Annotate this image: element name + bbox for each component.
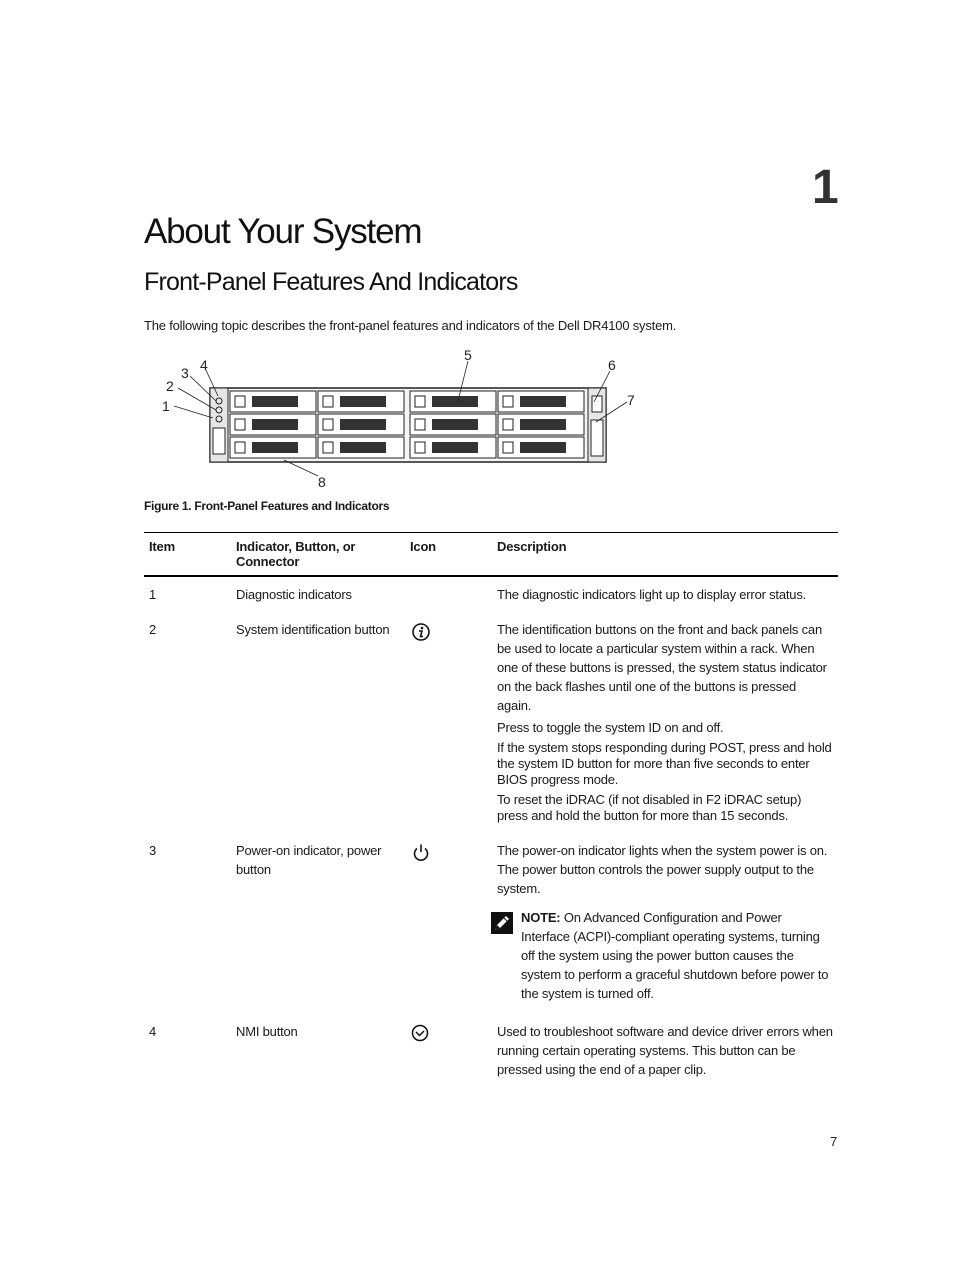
- note-text-block: [521, 908, 833, 1003]
- nmi-icon: [410, 1023, 430, 1043]
- column-header: Description: [492, 533, 838, 577]
- item-description: [492, 833, 838, 1008]
- description-paragraph: The power-on indicator lights when the system power is on. The power button controls the power supply output to the system.: [497, 843, 828, 896]
- chapter-number: 1: [812, 161, 838, 214]
- figure-caption: Figure 1. Front-Panel Features and Indicators: [144, 499, 390, 513]
- page-title: About Your System: [144, 212, 422, 251]
- figure-callout: 7: [627, 392, 635, 408]
- figure-callout: 4: [200, 357, 208, 373]
- description-paragraph: The identification buttons on the front and back panels can be used to locate a particular system within a rack. When one of these buttons is pressed, the system status indicator on the back flashes until one of the buttons is pressed again.: [497, 622, 827, 713]
- note-label: NOTE:: [521, 910, 561, 925]
- front-panel-figure: [144, 346, 644, 496]
- power-icon: [410, 842, 432, 864]
- figure-callout: 6: [608, 357, 616, 373]
- item-name: Diagnostic indicators: [236, 587, 352, 602]
- front-panel-illustration: [144, 346, 644, 496]
- item-name: Power-on indicator, power button: [236, 843, 382, 877]
- icon-cell: [405, 833, 492, 1008]
- page-number: 7: [830, 1134, 838, 1149]
- item-name: NMI button: [236, 1024, 298, 1039]
- table-row: [144, 1008, 838, 1087]
- figure-callout: 5: [464, 347, 472, 363]
- column-header: Item: [144, 533, 231, 577]
- item-description: [492, 1008, 838, 1087]
- item-number: 3: [149, 843, 157, 858]
- figure-callout: 8: [318, 474, 326, 490]
- section-title: Front-Panel Features And Indicators: [144, 268, 518, 296]
- figure-callout: 3: [181, 365, 189, 381]
- note-text: On Advanced Configuration and Power Interface (ACPI)-compliant operating systems, turning off the system using the power button causes the system to perform a graceful shutdown before power to the system is turned off.: [521, 910, 829, 1001]
- table-row: [144, 612, 838, 833]
- system-id-icon: [410, 621, 432, 643]
- item-description: [492, 612, 838, 833]
- description-paragraph: If the system stops responding during POST, press and hold the system ID button for more than five seconds to enter BIOS progress mode.: [497, 740, 832, 787]
- icon-cell: [405, 612, 492, 833]
- table-header-row: [144, 533, 838, 577]
- description-paragraph: The diagnostic indicators light up to display error status.: [497, 587, 807, 602]
- intro-paragraph: The following topic describes the front-panel features and indicators of the Dell DR4100 system.: [144, 318, 677, 333]
- item-number: 1: [149, 587, 157, 602]
- item-description: [492, 576, 838, 612]
- description-paragraph: Press to toggle the system ID on and off.: [497, 720, 724, 735]
- description-paragraph: To reset the iDRAC (if not disabled in F2 iDRAC setup) press and hold the button for more than 15 seconds.: [497, 792, 802, 823]
- note-pencil-icon: [491, 908, 521, 1003]
- item-name: System identification button: [236, 622, 390, 637]
- description-paragraph: Used to troubleshoot software and device driver errors when running certain operating systems. This button can be pressed using the end of a paper clip.: [497, 1024, 833, 1077]
- figure-callout: 1: [162, 398, 170, 414]
- icon-cell: [405, 576, 492, 612]
- column-header: Indicator, Button, or Connector: [231, 533, 405, 577]
- table-row: [144, 833, 838, 1008]
- features-table: [144, 532, 838, 1087]
- column-header: Icon: [405, 533, 492, 577]
- item-number: 2: [149, 622, 157, 637]
- item-number: 4: [149, 1024, 157, 1039]
- figure-callout: 2: [166, 378, 174, 394]
- note-block: [491, 908, 833, 1003]
- table-row: [144, 576, 838, 612]
- icon-cell: [405, 1008, 492, 1087]
